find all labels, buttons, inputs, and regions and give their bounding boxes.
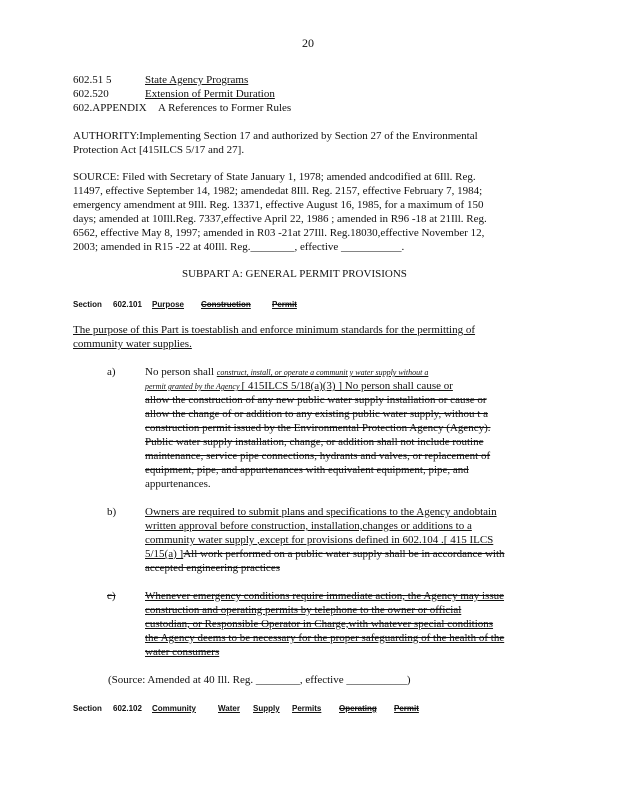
struck-line: water consumers [145, 646, 220, 658]
paragraph-line [145, 534, 493, 547]
section-title: Purpose [152, 300, 185, 309]
paragraph-label: a) [107, 366, 116, 378]
authority-line: AUTHORITY:Implementing Section 17 and authorized by Section 27 of the Environmental [73, 130, 478, 142]
section-title-struck: Permit [394, 704, 419, 713]
section-title: Permits [292, 704, 322, 713]
struck-line: allow the construction of any new public water supply installation or cause or [145, 394, 487, 406]
paragraph-italic-text: permit granted by the Agency [145, 382, 242, 391]
toc-title: State Agency Programs [145, 74, 249, 86]
toc-title: A References to Former Rules [158, 102, 292, 114]
toc-title: Extension of Permit Duration [145, 88, 275, 100]
struck-line: construction and operating permits by telephone to the owner or official [145, 604, 462, 616]
struck-line: custodian, or Responsible Operator in Charge,with whatever special conditions [145, 618, 494, 630]
source-amendment-note: (Source: Amended at 40 Ill. Reg. ________, effective ___________) [108, 674, 411, 686]
paragraph-citation: 5/15(a) ] [145, 548, 184, 560]
paragraph-italic-text: construct, install, or operate a communit y water supply without a [216, 368, 429, 377]
struck-line: allow the change of or addition to any existing public water supply, withou t a [145, 408, 488, 420]
section-title-struck: Construction [201, 300, 251, 309]
paragraph-text: No person shall [145, 366, 217, 378]
paragraph-label: b) [107, 506, 117, 518]
paragraph-line: appurtenances. [145, 478, 211, 490]
struck-line: accepted engineering practices [145, 562, 280, 574]
struck-line: Public water supply installation, change, or addition shall not include routine [145, 436, 484, 448]
paragraph-line [145, 366, 428, 379]
struck-line: construction permit issued by the Environmental Protection Agency (Agency). [145, 422, 491, 434]
purpose-line: The purpose of this Part is toestablish and enforce minimum standards for the permitting of [73, 324, 476, 336]
paragraph-text: community water supply [145, 534, 258, 546]
paragraph-citation: [ 415ILCS 5/18(a)(3) ] No person shall cause or [241, 380, 453, 392]
paragraph-line: Owners are required to submit plans and specifications to the Agency andobtain [145, 506, 497, 518]
source-line: 11497, effective September 14, 1982; amendedat 8Ill. Reg. 2157, effective February 7, 1984; [73, 185, 483, 197]
section-title: Community [152, 704, 196, 713]
source-line: days; amended at 10Ill.Reg. 7337,effective April 22, 1986 ; amended in R96 -18 at 21Ill. Reg. [73, 213, 487, 225]
authority-line: Protection Act [415ILCS 5/17 and 27]. [73, 144, 245, 156]
toc-number: 602.APPENDIX [73, 102, 147, 114]
struck-text: All work performed on a public water supply shall be in accordance with [183, 548, 505, 560]
page-number: 20 [302, 36, 314, 50]
source-line: 6562, effective May 8, 1997; amended in R03 -21at 27Ill. Reg.18030,effective November 12, [73, 227, 485, 239]
section-label: Section [73, 300, 102, 309]
section-title-struck: Permit [272, 300, 297, 309]
paragraph-line [145, 380, 453, 393]
paragraph-text: ,except for provisions defined in 602.104 .[ 415 ILCS [257, 534, 494, 546]
toc-number: 602.520 [73, 88, 109, 100]
section-title-struck: Operating [339, 704, 377, 713]
section-title: Water [218, 704, 240, 713]
section-number: 602.101 [113, 300, 142, 309]
toc-number: 602.51 5 [73, 74, 112, 86]
subpart-heading: SUBPART A: GENERAL PERMIT PROVISIONS [182, 268, 407, 280]
paragraph-label: c) [107, 590, 116, 602]
paragraph-line: written approval before construction, installation,changes or additions to a [145, 520, 472, 532]
section-label: Section [73, 704, 102, 713]
struck-line: equipment, pipe, and appurtenances with equivalent equipment, pipe, and [145, 464, 469, 476]
paragraph-line [145, 548, 505, 561]
struck-line: Whenever emergency conditions require immediate action, the Agency may issue [145, 590, 505, 602]
section-title: Supply [253, 704, 280, 713]
source-line: SOURCE: Filed with Secretary of State January 1, 1978; amended andcodified at 6Ill. Reg. [73, 171, 476, 183]
section-number: 602.102 [113, 704, 142, 713]
source-line: emergency amendment at 9Ill. Reg. 13371, effective August 16, 1985, for a maximum of 150 [73, 199, 484, 211]
struck-line: maintenance, service pipe connections, hydrants and valves, or replacement of [145, 450, 491, 462]
struck-line: the Agency deems to be necessary for the proper safeguarding of the health of the [145, 632, 505, 644]
purpose-line: community water supplies. [73, 338, 192, 350]
source-line: 2003; amended in R15 -22 at 40Ill. Reg.________, effective ___________. [73, 241, 405, 253]
